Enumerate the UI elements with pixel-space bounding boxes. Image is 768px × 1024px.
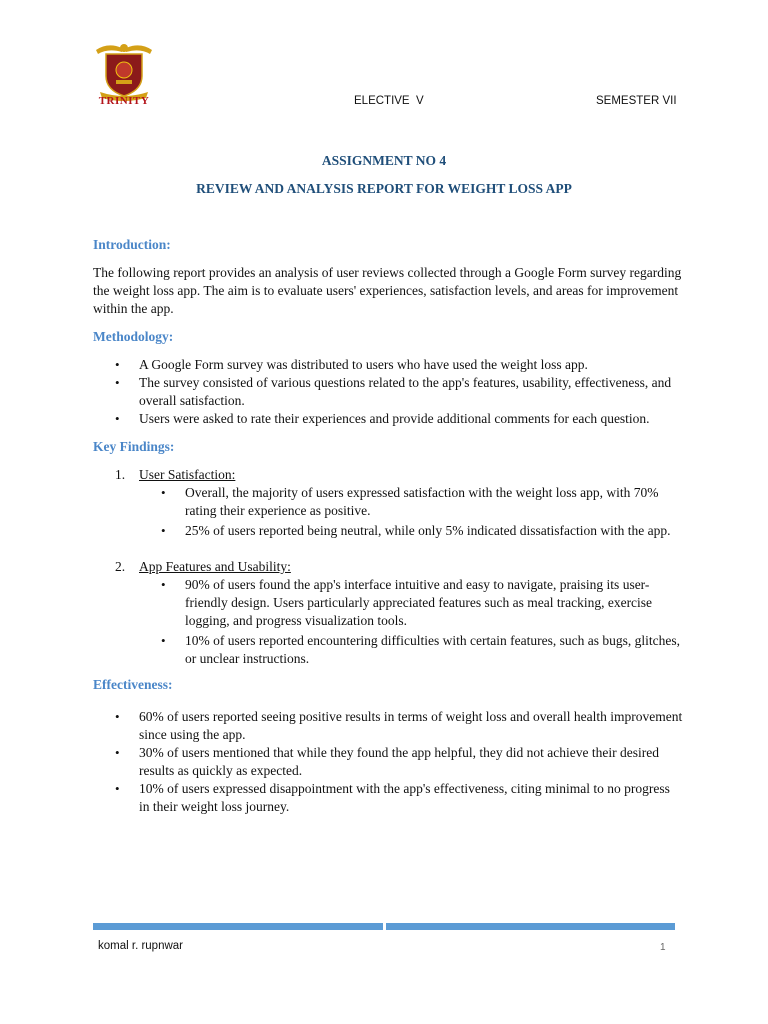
- document-body: [93, 236, 683, 816]
- list-item: • 10% of users expressed disappointment with the app's effectiveness, citing minimal to no progress in their weight loss journey.: [93, 780, 683, 816]
- effectiveness-heading: Effectiveness:: [93, 677, 173, 692]
- key-findings-heading: Key Findings:: [93, 439, 175, 454]
- section-title: User Satisfaction:: [139, 467, 236, 482]
- effectiveness-list: [93, 708, 683, 816]
- footer-divider-left: [93, 923, 383, 930]
- list-item: • Overall, the majority of users expressed satisfaction with the weight loss app, with 70% rating their experience as positive.: [139, 484, 683, 520]
- section-title: App Features and Usability:: [139, 559, 291, 574]
- methodology-list: [93, 356, 683, 428]
- list-item: • Users were asked to rate their experiences and provide additional comments for each question.: [93, 410, 683, 428]
- list-item: • 25% of users reported being neutral, while only 5% indicated dissatisfaction with the app.: [139, 522, 683, 540]
- assignment-title: ASSIGNMENT NO 4: [321, 153, 447, 168]
- section-number: 2.: [115, 559, 126, 574]
- report-title: REVIEW AND ANALYSIS REPORT FOR WEIGHT LOSS APP: [196, 181, 572, 196]
- list-item: • 90% of users found the app's interface intuitive and easy to navigate, praising its user-friendly design. Users particularly appreciated features such as meal tracking, exercise logging, and progress visualization tools.: [139, 576, 683, 630]
- section-items: [139, 484, 683, 540]
- logo-text: TRINITY: [98, 95, 150, 107]
- introduction-text: The following report provides an analysis of user reviews collected through a Google Form survey regarding the weight loss app. The aim is to evaluate users' experiences, satisfaction levels, and areas for improvement within the app.: [93, 265, 682, 316]
- list-item: • 60% of users reported seeing positive results in terms of weight loss and overall health improvement since using the app.: [93, 708, 683, 744]
- list-item: • 10% of users reported encountering difficulties with certain features, such as bugs, glitches, or unclear instructions.: [139, 632, 683, 668]
- list-item: • The survey consisted of various questions related to the app's features, usability, effectiveness, and overall satisfaction.: [93, 374, 683, 410]
- header-semester: SEMESTER VII: [596, 95, 677, 107]
- key-findings-list: [93, 466, 683, 668]
- finding-section: [93, 466, 683, 540]
- footer-author: komal r. rupnwar: [98, 940, 184, 952]
- footer-divider-right: [386, 923, 675, 930]
- header-elective: ELECTIVE V: [354, 95, 424, 107]
- page-number: 1: [660, 942, 666, 953]
- methodology-heading: Methodology:: [93, 329, 174, 344]
- list-item: • 30% of users mentioned that while they found the app helpful, they did not achieve their desired results as quickly as expected.: [93, 744, 683, 780]
- section-number: 1.: [115, 467, 126, 482]
- finding-section: [93, 558, 683, 668]
- list-item: • A Google Form survey was distributed to users who have used the weight loss app.: [93, 356, 683, 374]
- section-items: [139, 576, 683, 668]
- introduction-heading: Introduction:: [93, 237, 171, 252]
